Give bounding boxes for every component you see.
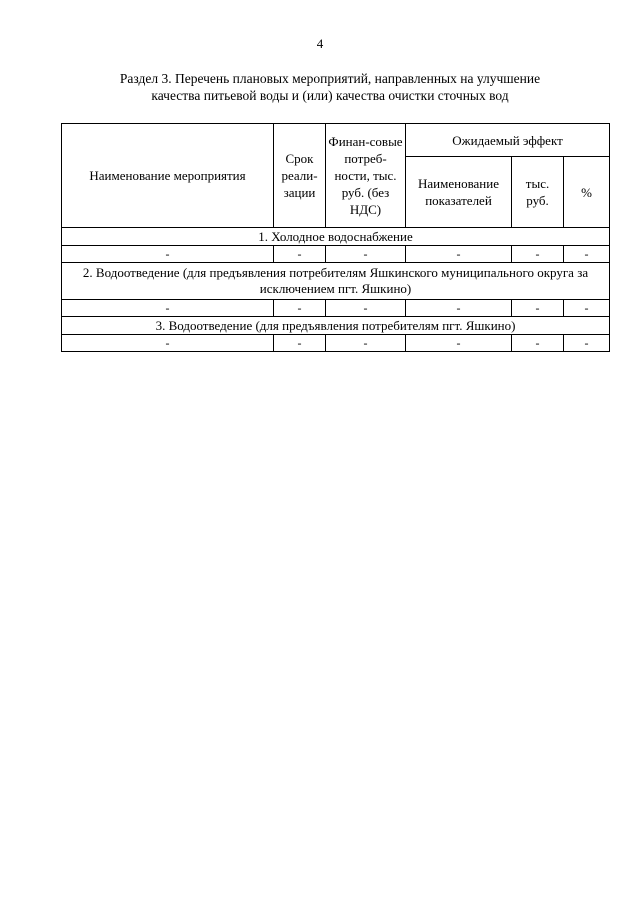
header-expected-effect: Ожидаемый эффект — [406, 124, 610, 157]
header-indicators: Наименование показателей — [406, 157, 512, 228]
table-row — [62, 246, 610, 263]
table-cell: - — [62, 246, 274, 263]
section-title-line-2: качества питьевой воды и (или) качества очистки сточных вод — [151, 88, 509, 103]
section-row-wastewater-town — [62, 317, 610, 335]
table-cell: - — [406, 300, 512, 317]
header-term: Срок реали-зации — [274, 124, 326, 228]
table-cell: - — [62, 300, 274, 317]
section-title-wastewater-town: 3. Водоотведение (для предъявления потребителям пгт. Яшкино) — [62, 317, 610, 335]
table-cell: - — [512, 335, 564, 352]
table-cell: - — [512, 300, 564, 317]
table-cell: - — [326, 335, 406, 352]
table-cell: - — [564, 300, 610, 317]
table-cell: - — [274, 335, 326, 352]
header-percent: % — [564, 157, 610, 228]
table-cell: - — [406, 246, 512, 263]
section-title-line-1: Раздел 3. Перечень плановых мероприятий, направленных на улучшение — [119, 71, 541, 86]
table-cell: - — [564, 246, 610, 263]
table-cell: - — [512, 246, 564, 263]
section-title-cold-water: 1. Холодное водоснабжение — [62, 228, 610, 246]
table-cell: - — [274, 300, 326, 317]
table-header-row — [62, 124, 610, 157]
table-cell: - — [326, 300, 406, 317]
page-number: 4 — [316, 36, 324, 51]
table-row — [62, 300, 610, 317]
table-row — [62, 335, 610, 352]
section-row-cold-water — [62, 228, 610, 246]
table-cell: - — [406, 335, 512, 352]
header-finance: Финан-совые потреб-ности, тыс. руб. (без НДС) — [326, 124, 406, 228]
section-title-wastewater-district: 2. Водоотведение (для предъявления потребителям Яшкинского муниципального округа за исключением пгт. Яшкино) — [62, 263, 610, 300]
table-cell: - — [326, 246, 406, 263]
table-cell: - — [62, 335, 274, 352]
header-measure-name: Наименование мероприятия — [62, 124, 274, 228]
table-cell: - — [274, 246, 326, 263]
header-thousand-rub: тыс. руб. — [512, 157, 564, 228]
section-title — [60, 70, 600, 104]
measures-table — [61, 123, 610, 352]
section-row-wastewater-district — [62, 263, 610, 300]
table-cell: - — [564, 335, 610, 352]
